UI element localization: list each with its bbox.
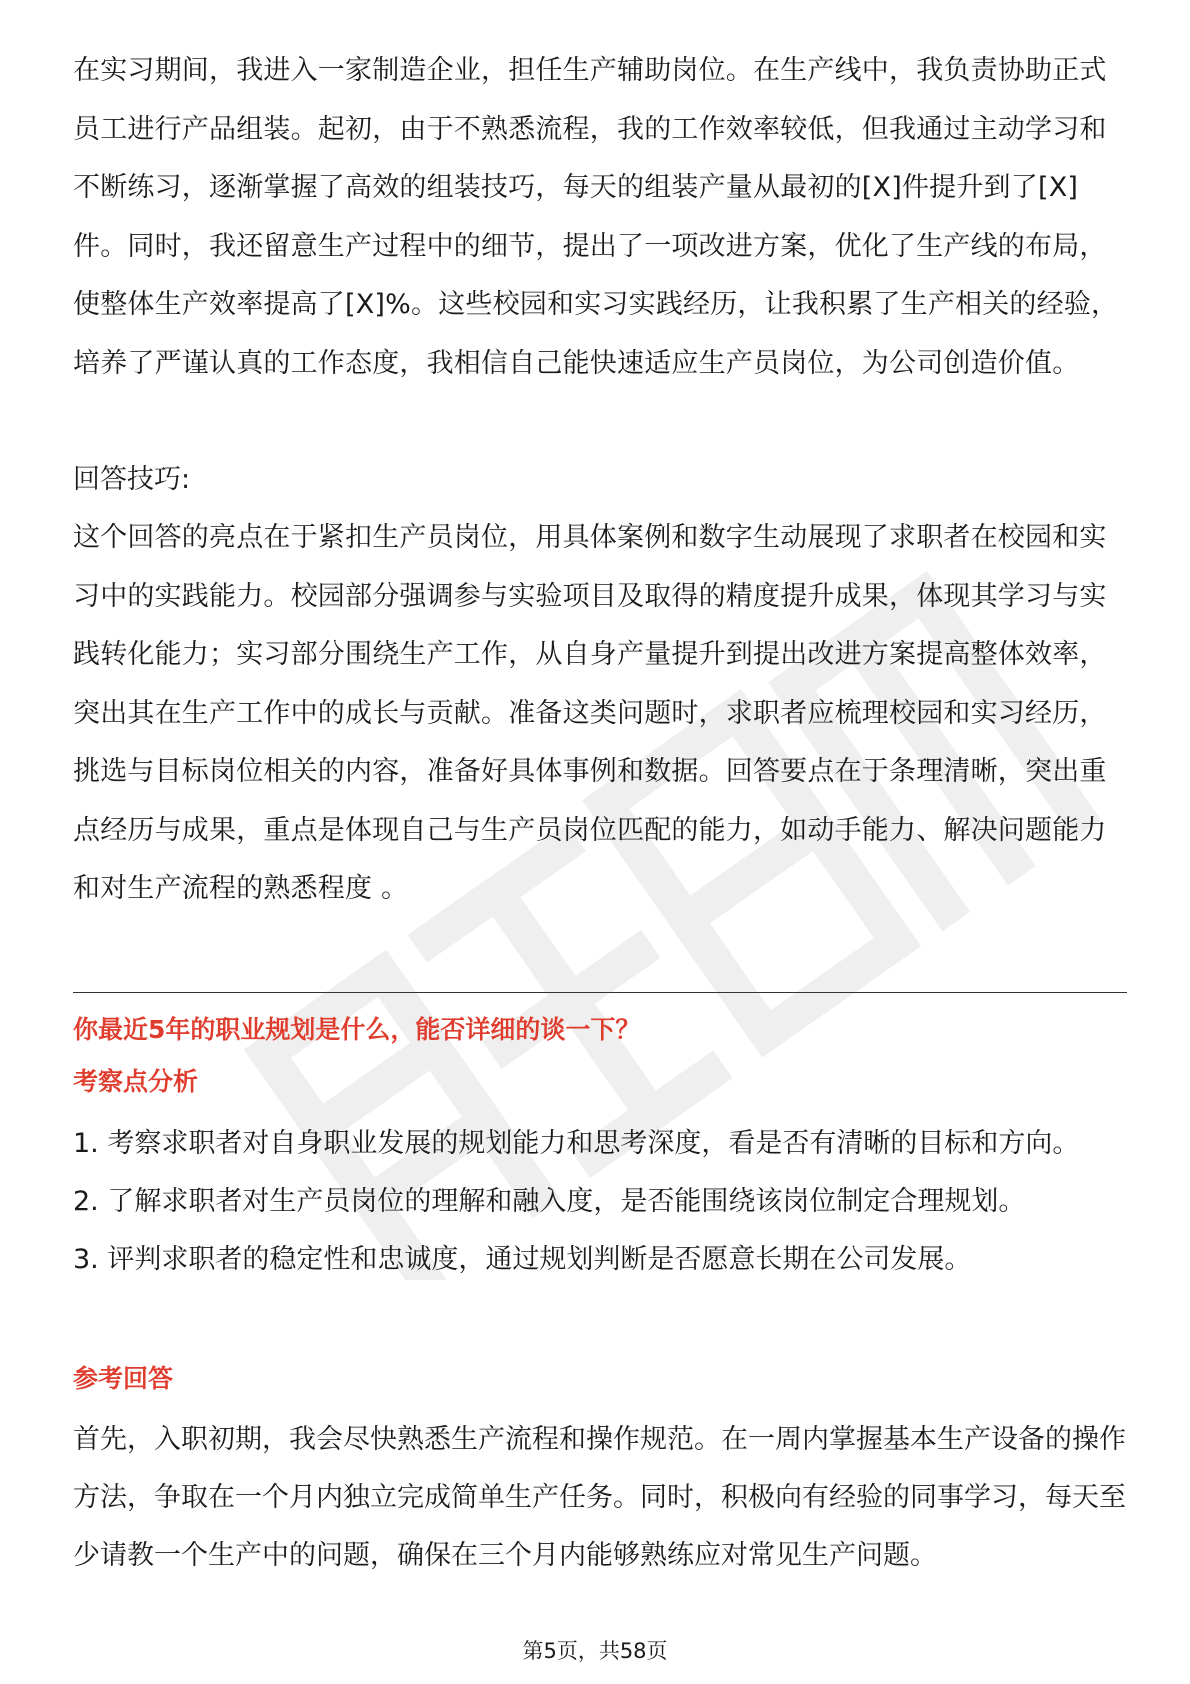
analysis-heading: 考察点分析 [73,1067,199,1096]
tips-label: 回答技巧: [73,464,191,495]
analysis-item: 3. 评判求职者的稳定性和忠诚度，通过规划判断是否愿意长期在公司发展。 [73,1244,972,1275]
interview-question: 你最近5年的职业规划是什么，能否详细的谈一下？ [73,1015,641,1044]
page-footer: 第5页，共58页 [522,1639,668,1663]
answer-paragraph: 首先，入职初期，我会尽快熟悉生产流程和操作规范。在一周内掌握基本生产设备的操作方法，争取在一个月内独立完成简单生产任务。同时，积极向有经验的同事学习，每天至少请教一个生产中的问题，确保在三个月内能够熟练应对常见生产问题。 [73,1424,1126,1571]
spacer [73,393,1127,451]
analysis-item: 2. 了解求职者对生产员岗位的理解和融入度，是否能围绕该岗位制定合理规划。 [73,1186,1026,1217]
analysis-list [73,1115,1127,1289]
answer-heading: 参考回答 [73,1364,174,1393]
page-content [73,42,1127,919]
analysis-item: 1. 考察求职者对自身职业发展的规划能力和思考深度，看是否有清晰的目标和方向。 [73,1128,1080,1159]
section-divider [73,992,1127,993]
tips-paragraph: 这个回答的亮点在于紧扣生产员岗位，用具体案例和数字生动展现了求职者在校园和实习中的实践能力。校园部分强调参与实验项目及取得的精度提升成果，体现其学习与实践转化能力；实习部分围绕生产工作，从自身产量提升到提出改进方案提高整体效率，突出其在生产工作中的成长与贡献。准备这类问题时，求职者应梳理校园和实习经历，挑选与目标岗位相关的内容，准备好具体事例和数据。回答要点在于条理清晰，突出重点经历与成果，重点是体现自己与生产员岗位匹配的能力，如动手能力、解决问题能力和对生产流程的熟悉程度 。 [73,522,1107,904]
intro-paragraph: 在实习期间，我进入一家制造企业，担任生产辅助岗位。在生产线中，我负责协助正式员工进行产品组装。起初，由于不熟悉流程，我的工作效率较低，但我通过主动学习和不断练习，逐渐掌握了高效的组装技巧，每天的组装产量从最初的[X]件提升到了[X]件。同时，我还留意生产过程中的细节，提出了一项改进方案，优化了生产线的布局，使整体生产效率提高了[X]%。这些校园和实习实践经历，让我积累了生产相关的经验，培养了严谨认真的工作态度，我相信自己能快速适应生产员岗位，为公司创造价值。 [73,55,1119,379]
